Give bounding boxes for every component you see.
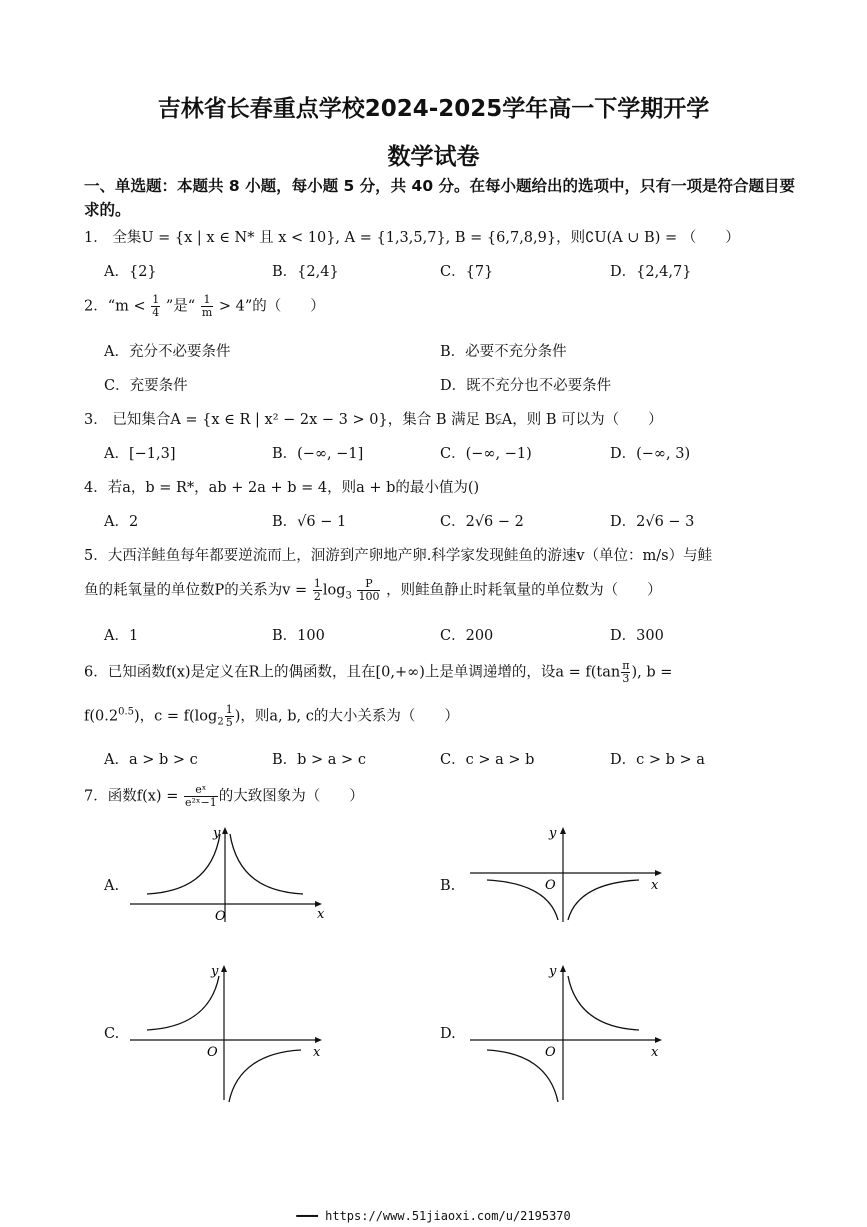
q1-option-a: A．{2} <box>104 264 157 280</box>
q5-log: log <box>322 582 346 599</box>
q7-graph-c <box>125 960 335 1105</box>
q7-frac-num: eˣ <box>184 784 218 797</box>
q1-option-d: D．{2,4,7} <box>610 264 692 280</box>
q1-option-c: C．{7} <box>440 264 494 280</box>
question-2-stem <box>84 294 325 319</box>
q3-option-c: C．(−∞, −1) <box>440 446 532 462</box>
q7-graph-a <box>125 822 335 927</box>
q3-option-a: A．[−1,3] <box>104 446 176 462</box>
question-6-stem-line2 <box>84 704 459 729</box>
q4-option-b: B．√6 − 1 <box>272 514 347 530</box>
section-heading: 一、单选题：本题共 8 小题，每小题 5 分，共 40 分。在每小题给出的选项中，只有一项是符合题目要求的。 <box>84 177 796 219</box>
q7b-y-label: y <box>549 826 557 841</box>
question-3-stem: 3． 已知集合A = {x ∈ R | x² − 2x − 3 > 0}，集合 B 满足 B⫋A，则 B 可以为（ ） <box>84 412 663 428</box>
q2-frac2-num: 1 <box>201 294 213 307</box>
q7-stem-part-a: 7．函数f(x) = <box>84 788 179 805</box>
q6-line1-part-b: ), b = <box>631 664 673 681</box>
q7a-origin-label: O <box>215 909 226 924</box>
q5-option-d: D．300 <box>610 628 664 644</box>
q2-frac1-den: 4 <box>152 306 160 319</box>
q6-option-b: B．b > a > c <box>272 752 366 768</box>
q2-stem-part-a: 2．“m < <box>84 298 146 315</box>
q6-frac2-num: 1 <box>225 703 233 716</box>
q7d-y-label: y <box>549 964 557 979</box>
q6-option-a: A．a > b > c <box>104 752 198 768</box>
q7d-origin-label: O <box>545 1045 556 1060</box>
q6-option-d: D．c > b > a <box>610 752 705 768</box>
q6-fraction-1 <box>621 660 630 685</box>
paper-title-line1: 吉林省长春重点学校2024-2025学年高一下学期开学 <box>157 96 710 122</box>
q7c-origin-label: O <box>207 1045 218 1060</box>
q5-option-a: A．1 <box>104 628 139 644</box>
question-1-stem: 1． 全集U = {x | x ∈ N* 且 x < 10}, A = {1,3,5,7}, B = {6,7,8,9}，则∁U(A ∪ B) = （ ） <box>84 230 740 246</box>
paper-title-line2: 数学试卷 <box>387 144 480 170</box>
q3-option-d: D．(−∞, 3) <box>610 446 691 462</box>
q7-option-b-label: B. <box>440 878 456 894</box>
q7d-x-label: x <box>651 1045 659 1060</box>
q5-stem-part-c: ，则鲑鱼静止时耗氧量的单位数为（ ） <box>386 582 662 599</box>
q6-log-base: 2 <box>217 716 224 728</box>
q7b-origin-label: O <box>545 878 556 893</box>
q1-option-b: B．{2,4} <box>272 264 339 280</box>
q7-frac-den: e²ˣ−1 <box>184 796 217 809</box>
q7-option-c-label: C. <box>104 1026 120 1042</box>
q5-fraction-1 <box>313 578 322 603</box>
q5-stem-part-a: 鱼的耗氧量的单位数P的关系为v = <box>84 582 308 599</box>
q7-stem-part-b: 的大致图象为（ ） <box>218 788 364 805</box>
q2-option-b: B．必要不充分条件 <box>440 344 567 360</box>
q7-graph-d <box>465 960 675 1105</box>
q2-frac1-num: 1 <box>152 293 160 306</box>
q2-stem-part-c: > 4”的（ ） <box>218 298 325 315</box>
q6-line1-part-a: 6．已知函数f(x)是定义在R上的偶函数，且在[0,+∞)上是单调递增的，设a = f(tan <box>84 664 621 681</box>
q7a-y-label: y <box>213 826 221 841</box>
q2-stem-part-b: ”是“ <box>165 298 196 315</box>
q5-frac1-den: 2 <box>313 590 321 603</box>
question-5-stem-line2 <box>84 578 662 603</box>
q6-line2-part-a: f(0.2 <box>84 708 119 725</box>
q5-option-b: B．100 <box>272 628 325 644</box>
q6-line2-part-b: )，c = f(log <box>134 708 218 725</box>
question-6-stem-line1 <box>84 660 672 685</box>
q6-exponent: 0.5 <box>118 706 134 718</box>
q2-option-a: A．充分不必要条件 <box>104 344 231 360</box>
q7c-x-label: x <box>313 1045 321 1060</box>
q7a-x-label: x <box>317 907 325 922</box>
q2-frac2-den: m <box>201 306 213 319</box>
q5-option-c: C．200 <box>440 628 494 644</box>
q7-fraction <box>184 784 218 809</box>
question-5-stem-line1: 5．大西洋鲑鱼每年都要逆流而上，洄游到产卵地产卵.科学家发现鲑鱼的游速v（单位：m/s）与鲑 <box>84 548 713 564</box>
q6-frac1-den: 3 <box>622 672 630 685</box>
question-7-stem <box>84 784 364 809</box>
q7b-x-label: x <box>651 878 659 893</box>
q4-option-a: A．2 <box>104 514 139 530</box>
q6-frac2-den: 5 <box>225 716 233 729</box>
q5-fraction-2 <box>357 578 380 603</box>
q2-fraction-1 <box>151 294 160 319</box>
footer-url[interactable]: ━━━ https://www.51jiaoxi.com/u/2195370 <box>296 1209 571 1223</box>
q6-line2-part-c: )，则a, b, c的大小关系为（ ） <box>234 708 459 725</box>
question-4-stem: 4．若a，b = R*，ab + 2a + b = 4，则a + b的最小值为() <box>84 480 480 496</box>
q7-graph-b <box>465 822 675 927</box>
q4-option-d: D．2√6 − 3 <box>610 514 695 530</box>
q5-frac2-den: 100 <box>358 590 380 603</box>
q2-option-c: C．充要条件 <box>104 378 188 394</box>
q6-frac1-num: π <box>622 659 630 672</box>
q3-option-b: B．(−∞, −1] <box>272 446 364 462</box>
q5-frac2-num: P <box>357 578 380 591</box>
q2-option-d: D．既不充分也不必要条件 <box>440 378 612 394</box>
q5-log-base: 3 <box>345 590 352 602</box>
q2-fraction-2 <box>201 294 213 319</box>
q7c-y-label: y <box>211 964 219 979</box>
q7-option-d-label: D. <box>440 1026 456 1042</box>
q4-option-c: C．2√6 − 2 <box>440 514 524 530</box>
q6-option-c: C．c > a > b <box>440 752 535 768</box>
q6-fraction-2 <box>225 704 234 729</box>
q5-frac1-num: 1 <box>313 577 321 590</box>
q7-option-a-label: A. <box>104 878 120 894</box>
